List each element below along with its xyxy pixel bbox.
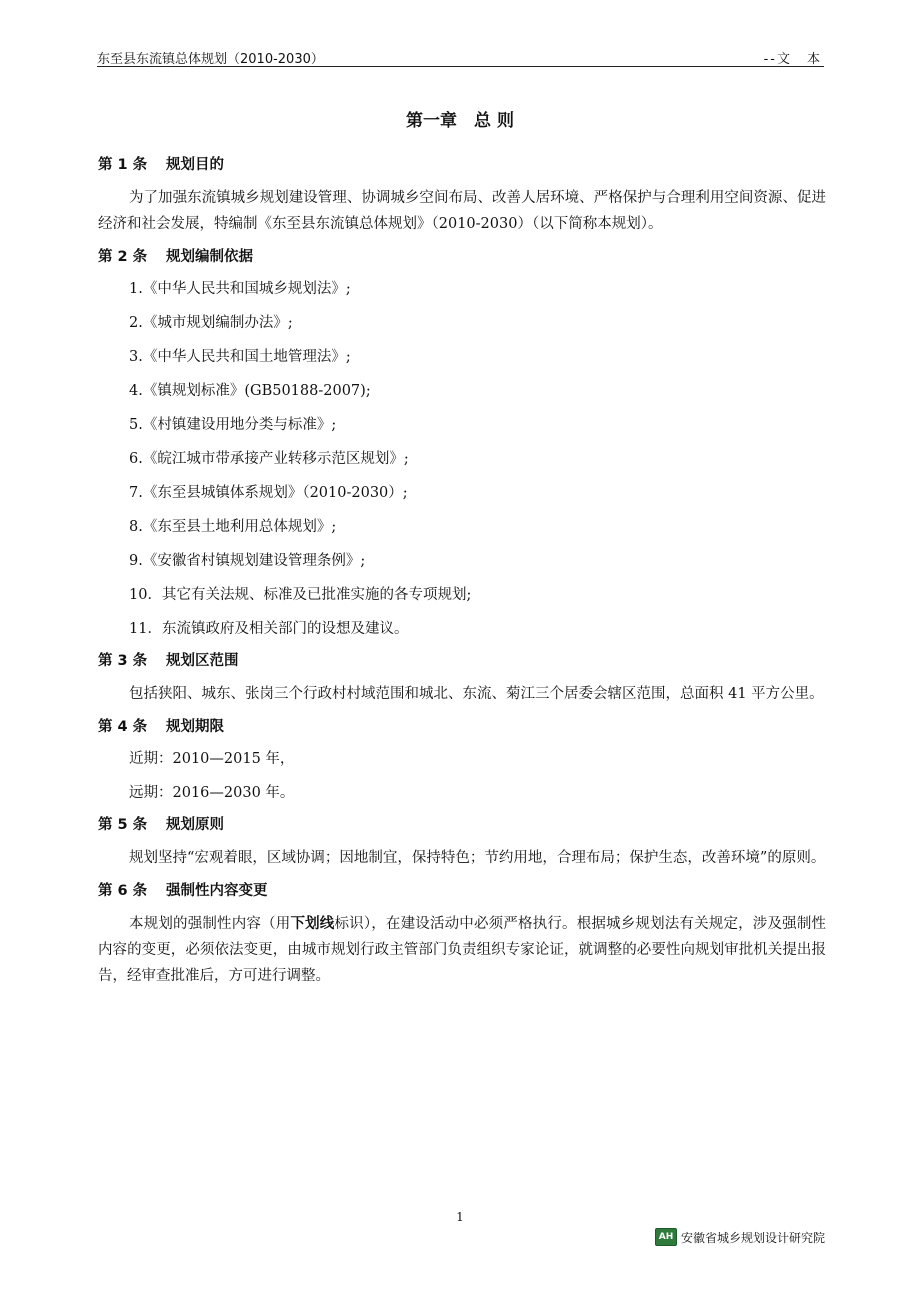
article-3-para: 包括狭阳、城东、张岗三个行政村村域范围和城北、东流、菊江三个居委会辖区范围，总面积 41 平方公里。 <box>129 686 824 702</box>
institute-name: 安徽省城乡规划设计研究院 <box>680 1230 825 1245</box>
article-5-para: 规划坚持“宏观着眼，区域协调；因地制宜，保持特色；节约用地，合理布局；保护生态，改善环境”的原则。 <box>129 850 826 866</box>
header-section: --文 本 <box>763 52 822 67</box>
article-5-title: 第 5 条 规划原则 <box>98 817 224 833</box>
list-item: 远期：2016—2030 年。 <box>129 785 295 801</box>
article-4-title: 第 4 条 规划期限 <box>98 719 224 735</box>
list-item: 6.《皖江城市带承接产业转移示范区规划》; <box>129 451 409 467</box>
list-item: 5.《村镇建设用地分类与标准》; <box>129 417 337 433</box>
list-item: 9.《安徽省村镇规划建设管理条例》; <box>129 553 366 569</box>
article-6-title: 第 6 条 强制性内容变更 <box>98 883 268 899</box>
chapter-title: 第一章 总 则 <box>406 111 514 131</box>
list-item: 10．其它有关法规、标准及已批准实施的各专项规划; <box>129 587 472 603</box>
article-6-para: 本规划的强制性内容（用下划线标识），在建设活动中必须严格执行。根据城乡规划法有关规定，涉及强制性内容的变更，必须依法变更，由城市规划行政主管部门负责组织专家论证，就调整的必要性向规划审批机关提出报告，经审查批准后，方可进行调整。 <box>98 915 827 984</box>
institute-logo-icon: AH <box>655 1228 677 1246</box>
document-body <box>98 155 826 999</box>
list-item: 2.《城市规划编制办法》; <box>129 315 293 331</box>
article-1-para: 为了加强东流镇城乡规划建设管理、协调城乡空间布局、改善人居环境、严格保护与合理利用空间资源、促进经济和社会发展，特编制《东至县东流镇总体规划》（2010-2030）（以下简称本规划）。 <box>98 190 826 232</box>
list-item: 8.《东至县土地利用总体规划》; <box>129 519 337 535</box>
footer-institute <box>655 1228 825 1246</box>
list-item: 7.《东至县城镇体系规划》（2010-2030）; <box>129 485 408 501</box>
article-2-title: 第 2 条 规划编制依据 <box>98 249 253 265</box>
underline-term: 下划线 <box>290 915 335 932</box>
page-header <box>97 46 824 67</box>
list-item: 1.《中华人民共和国城乡规划法》; <box>129 281 351 297</box>
header-title: 东至县东流镇总体规划（2010-2030） <box>97 52 324 67</box>
page-number: 1 <box>456 1210 464 1224</box>
article-3-title: 第 3 条 规划区范围 <box>98 653 239 669</box>
list-item: 11．东流镇政府及相关部门的设想及建议。 <box>129 621 409 637</box>
list-item: 3.《中华人民共和国土地管理法》; <box>129 349 351 365</box>
list-item: 4.《镇规划标准》(GB50188-2007); <box>129 383 371 399</box>
list-item: 近期：2010—2015 年， <box>129 751 295 767</box>
article-1-title: 第 1 条 规划目的 <box>98 157 224 173</box>
